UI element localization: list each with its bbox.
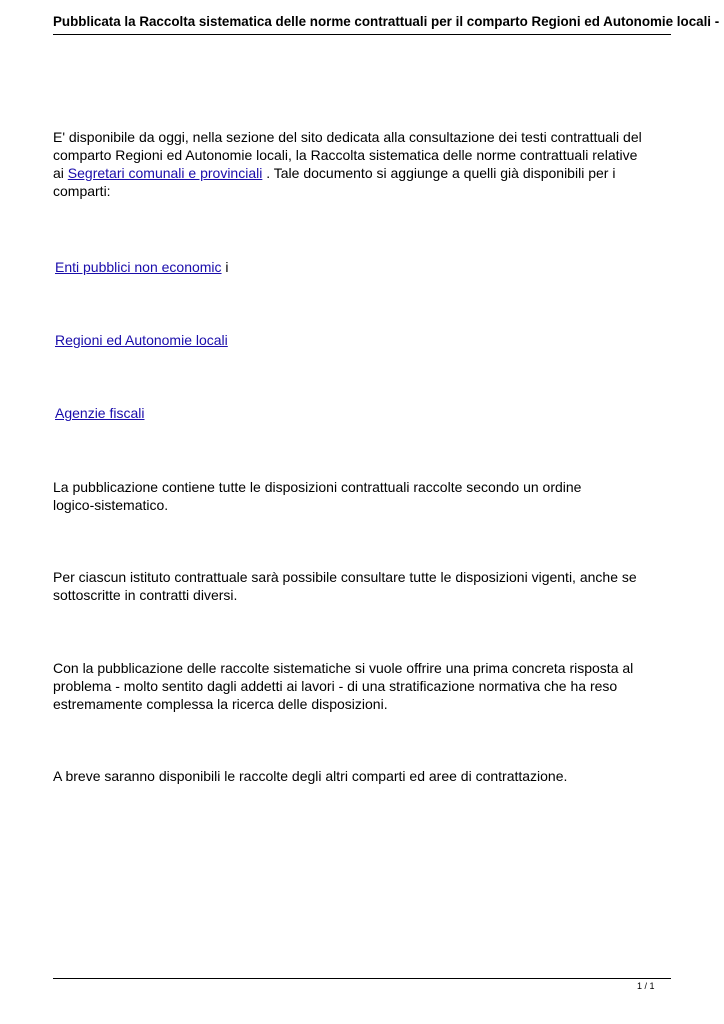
body-paragraph — [53, 767, 673, 785]
comparto-item — [55, 258, 675, 276]
comparto-suffix: i — [221, 259, 229, 275]
page-number: 1 / 1 — [637, 981, 655, 991]
body-paragraph — [53, 659, 673, 713]
paragraph-line: logico-sistematico. — [53, 497, 169, 513]
link-enti-pubblici-non-economici[interactable]: Enti pubblici non economic — [55, 259, 222, 275]
paragraph-line: Con la pubblicazione delle raccolte sistematiche si vuole offrire una prima concreta risposta al — [53, 660, 634, 676]
paragraph-line: estremamente complessa la ricerca delle disposizioni. — [53, 696, 388, 712]
document-title: Pubblicata la Raccolta sistematica delle norme contrattuali per il comparto Regioni ed Autonomie locali - — [53, 14, 720, 29]
intro-line-suffix: . Tale documento si aggiunge a quelli già disponibili per i — [262, 165, 616, 181]
link-regioni-autonomie-locali[interactable]: Regioni ed Autonomie locali — [55, 332, 228, 348]
body-paragraph — [53, 568, 673, 604]
comparto-item — [55, 331, 675, 349]
comparto-item — [55, 404, 675, 422]
link-segretari-comunali-provinciali[interactable]: Segretari comunali e provinciali — [67, 165, 263, 181]
link-agenzie-fiscali[interactable]: Agenzie fiscali — [55, 405, 145, 421]
intro-line: comparto Regioni ed Autonomie locali, la Raccolta sistematica delle norme contrattuali relative — [53, 147, 638, 163]
paragraph-line: problema - molto sentito dagli addetti ai lavori - di una stratificazione normativa che ha reso — [53, 678, 618, 694]
intro-line — [53, 164, 673, 182]
paragraph-line: Per ciascun istituto contrattuale sarà possibile consultare tutte le disposizioni vigenti, anche se — [53, 569, 637, 585]
paragraph-line: La pubblicazione contiene tutte le disposizioni contrattuali raccolte secondo un ordine — [53, 479, 582, 495]
intro-line-prefix: ai — [53, 165, 68, 181]
header-divider — [53, 34, 671, 35]
body-paragraph — [53, 478, 673, 514]
intro-paragraph — [53, 128, 673, 200]
footer-divider — [53, 978, 671, 979]
intro-line: E' disponibile da oggi, nella sezione del sito dedicata alla consultazione dei testi contrattuali del — [53, 129, 642, 145]
paragraph-line: sottoscritte in contratti diversi. — [53, 587, 238, 603]
intro-line: comparti: — [53, 183, 111, 199]
paragraph-line: A breve saranno disponibili le raccolte degli altri comparti ed aree di contrattazione. — [53, 768, 568, 784]
